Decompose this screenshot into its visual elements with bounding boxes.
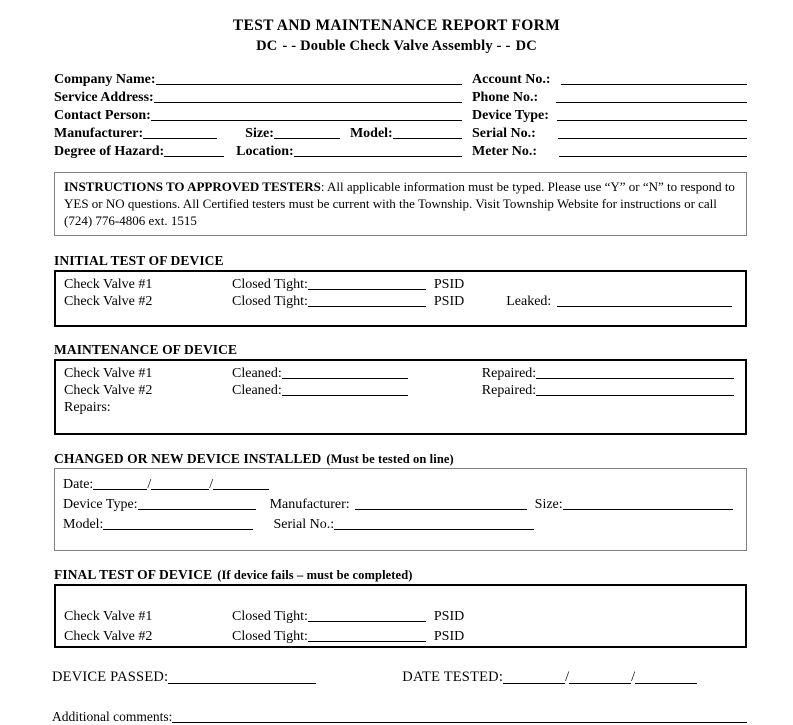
account-no-input[interactable] — [561, 84, 747, 85]
changed-device-type-label: Device Type: — [63, 497, 138, 513]
initial-test-box — [54, 270, 747, 327]
maintenance-valve2-cleaned-label: Cleaned: — [232, 383, 282, 399]
changed-device-date-label: Date: — [63, 477, 94, 493]
service-address-input[interactable] — [154, 102, 462, 103]
maintenance-valve1-repaired-input[interactable] — [536, 378, 734, 379]
header-row-manufacturer — [54, 123, 747, 141]
date-separator-2: / — [209, 477, 214, 493]
page-subtitle — [0, 37, 793, 57]
changed-device-date-year-input[interactable] — [213, 489, 269, 490]
instructions-heading: INSTRUCTIONS TO APPROVED TESTERS — [64, 178, 321, 194]
instructions-box — [54, 172, 747, 236]
maintenance-valve2-cleaned-input[interactable] — [282, 395, 408, 396]
location-input[interactable] — [294, 156, 462, 157]
changed-device-manufacturer-input[interactable] — [355, 509, 527, 510]
contact-person-label: Contact Person: — [54, 107, 151, 123]
changed-device-box — [54, 468, 747, 551]
changed-device-model-input[interactable] — [103, 529, 253, 530]
initial-valve1-input[interactable] — [308, 289, 426, 290]
initial-valve2-label: Check Valve #2 — [64, 294, 153, 310]
final-test-heading-note: (If device fails – must be completed) — [217, 568, 413, 583]
changed-device-heading-text: CHANGED OR NEW DEVICE INSTALLED — [54, 451, 322, 467]
manufacturer-label: Manufacturer: — [54, 125, 144, 141]
device-type-input[interactable] — [557, 120, 747, 121]
table-row — [64, 624, 738, 644]
final-valve1-input[interactable] — [308, 621, 426, 622]
final-test-heading-text: FINAL TEST OF DEVICE — [54, 567, 213, 583]
serial-no-input[interactable] — [558, 138, 747, 139]
location-label: Location: — [236, 143, 294, 159]
changed-device-size-input[interactable] — [563, 509, 733, 510]
maintenance-valve1-repaired-label: Repaired: — [481, 366, 537, 382]
size-input[interactable] — [274, 138, 340, 139]
final-valve1-field-label: Closed Tight: — [232, 609, 308, 625]
footer-passed-row — [52, 664, 747, 686]
initial-valve2-field-label: Closed Tight: — [232, 294, 308, 310]
initial-valve1-label: Check Valve #1 — [64, 277, 153, 293]
instructions-text — [55, 173, 746, 235]
date-tested-label: DATE TESTED: — [402, 669, 504, 686]
date-tested-separator-2: / — [631, 669, 636, 686]
header-fields — [0, 69, 793, 159]
changed-device-serial-input[interactable] — [334, 529, 534, 530]
final-valve2-label: Check Valve #2 — [64, 629, 153, 645]
changed-device-date-day-input[interactable] — [151, 489, 209, 490]
maintenance-valve1-cleaned-input[interactable] — [282, 378, 408, 379]
date-separator-1: / — [147, 477, 152, 493]
maintenance-section — [0, 342, 793, 435]
phone-no-label: Phone No.: — [472, 89, 539, 105]
changed-device-heading-note: (Must be tested on line) — [326, 452, 454, 467]
final-valve1-label: Check Valve #1 — [64, 609, 153, 625]
changed-device-heading — [54, 451, 747, 467]
table-row — [64, 275, 738, 292]
maintenance-valve2-label: Check Valve #2 — [64, 383, 153, 399]
form-title-block — [0, 0, 793, 57]
manufacturer-input[interactable] — [143, 138, 217, 139]
initial-valve2-unit: PSID — [433, 294, 465, 310]
device-passed-label: DEVICE PASSED: — [52, 669, 169, 686]
final-test-section — [0, 567, 793, 648]
company-name-label: Company Name: — [54, 71, 156, 87]
footer-section — [0, 664, 793, 725]
footer-comments-row — [52, 705, 747, 725]
account-no-label: Account No.: — [472, 71, 551, 87]
date-tested-day-input[interactable] — [569, 683, 631, 684]
maintenance-valve1-cleaned-label: Cleaned: — [232, 366, 282, 382]
initial-leaked-input[interactable] — [557, 306, 732, 307]
changed-device-date-month-input[interactable] — [93, 489, 147, 490]
maintenance-repairs-label: Repairs: — [64, 400, 111, 416]
model-input[interactable] — [393, 138, 462, 139]
subtitle-suffix: DC — [515, 38, 537, 55]
changed-device-section — [0, 451, 793, 551]
contact-person-input[interactable] — [151, 120, 462, 121]
initial-valve1-field-label: Closed Tight: — [232, 277, 308, 293]
initial-test-section — [0, 253, 793, 327]
maintenance-heading: MAINTENANCE OF DEVICE — [54, 342, 238, 358]
instructions-section — [0, 172, 793, 236]
date-tested-month-input[interactable] — [503, 683, 565, 684]
changed-device-date-row — [63, 472, 739, 492]
final-valve2-field-label: Closed Tight: — [232, 629, 308, 645]
changed-device-model-label: Model: — [63, 517, 104, 533]
device-passed-input[interactable] — [168, 683, 316, 684]
maintenance-valve1-label: Check Valve #1 — [64, 366, 153, 382]
table-row — [64, 292, 738, 309]
subtitle-middle: - - Double Check Valve Assembly - - — [282, 38, 511, 55]
initial-leaked-label: Leaked: — [506, 294, 552, 310]
final-valve2-input[interactable] — [308, 641, 426, 642]
additional-comments-input[interactable] — [172, 722, 747, 723]
initial-test-heading: INITIAL TEST OF DEVICE — [54, 253, 224, 269]
final-test-box — [54, 584, 747, 648]
maintenance-valve2-repaired-label: Repaired: — [481, 383, 537, 399]
header-row-service-address — [54, 87, 747, 105]
initial-valve2-input[interactable] — [308, 306, 426, 307]
header-row-company — [54, 69, 747, 87]
serial-no-label: Serial No.: — [472, 125, 536, 141]
degree-of-hazard-label: Degree of Hazard: — [54, 143, 165, 159]
changed-device-type-input[interactable] — [138, 509, 256, 510]
changed-device-model-row — [63, 512, 739, 532]
maintenance-repairs-row — [64, 398, 738, 415]
additional-comments-label: Additional comments: — [52, 709, 173, 725]
instructions-body: : All applicable information must be typed. Please use “Y” or “N” to respond to YES or NO questions. All Certified testers must be current with the Township. Visit Township Website for instructions or call (724) 776-4806 ext. 1515 — [64, 178, 735, 229]
company-name-input[interactable] — [156, 84, 463, 85]
date-tested-separator-1: / — [565, 669, 570, 686]
table-row — [64, 590, 738, 624]
changed-device-manufacturer-label: Manufacturer: — [269, 497, 350, 513]
changed-device-size-label: Size: — [534, 497, 563, 513]
service-address-label: Service Address: — [54, 89, 154, 105]
date-tested-year-input[interactable] — [635, 683, 697, 684]
meter-no-input[interactable] — [559, 156, 747, 157]
subtitle-prefix: DC — [256, 38, 278, 55]
table-row — [64, 381, 738, 398]
size-label: Size: — [245, 125, 274, 141]
maintenance-box — [54, 359, 747, 435]
header-row-contact-person — [54, 105, 747, 123]
final-valve2-unit: PSID — [433, 629, 465, 645]
changed-device-type-row — [63, 492, 739, 512]
header-row-degree-of-hazard — [54, 141, 747, 159]
final-test-heading — [54, 567, 747, 583]
model-label: Model: — [349, 125, 393, 141]
table-row — [64, 364, 738, 381]
degree-of-hazard-input[interactable] — [164, 156, 224, 157]
initial-valve1-unit: PSID — [433, 277, 465, 293]
final-valve1-unit: PSID — [433, 609, 465, 625]
meter-no-label: Meter No.: — [472, 143, 538, 159]
changed-device-serial-label: Serial No.: — [273, 517, 335, 533]
device-type-label: Device Type: — [472, 107, 549, 123]
phone-no-input[interactable] — [556, 102, 747, 103]
maintenance-valve2-repaired-input[interactable] — [536, 395, 734, 396]
page-title: TEST AND MAINTENANCE REPORT FORM — [232, 17, 561, 34]
